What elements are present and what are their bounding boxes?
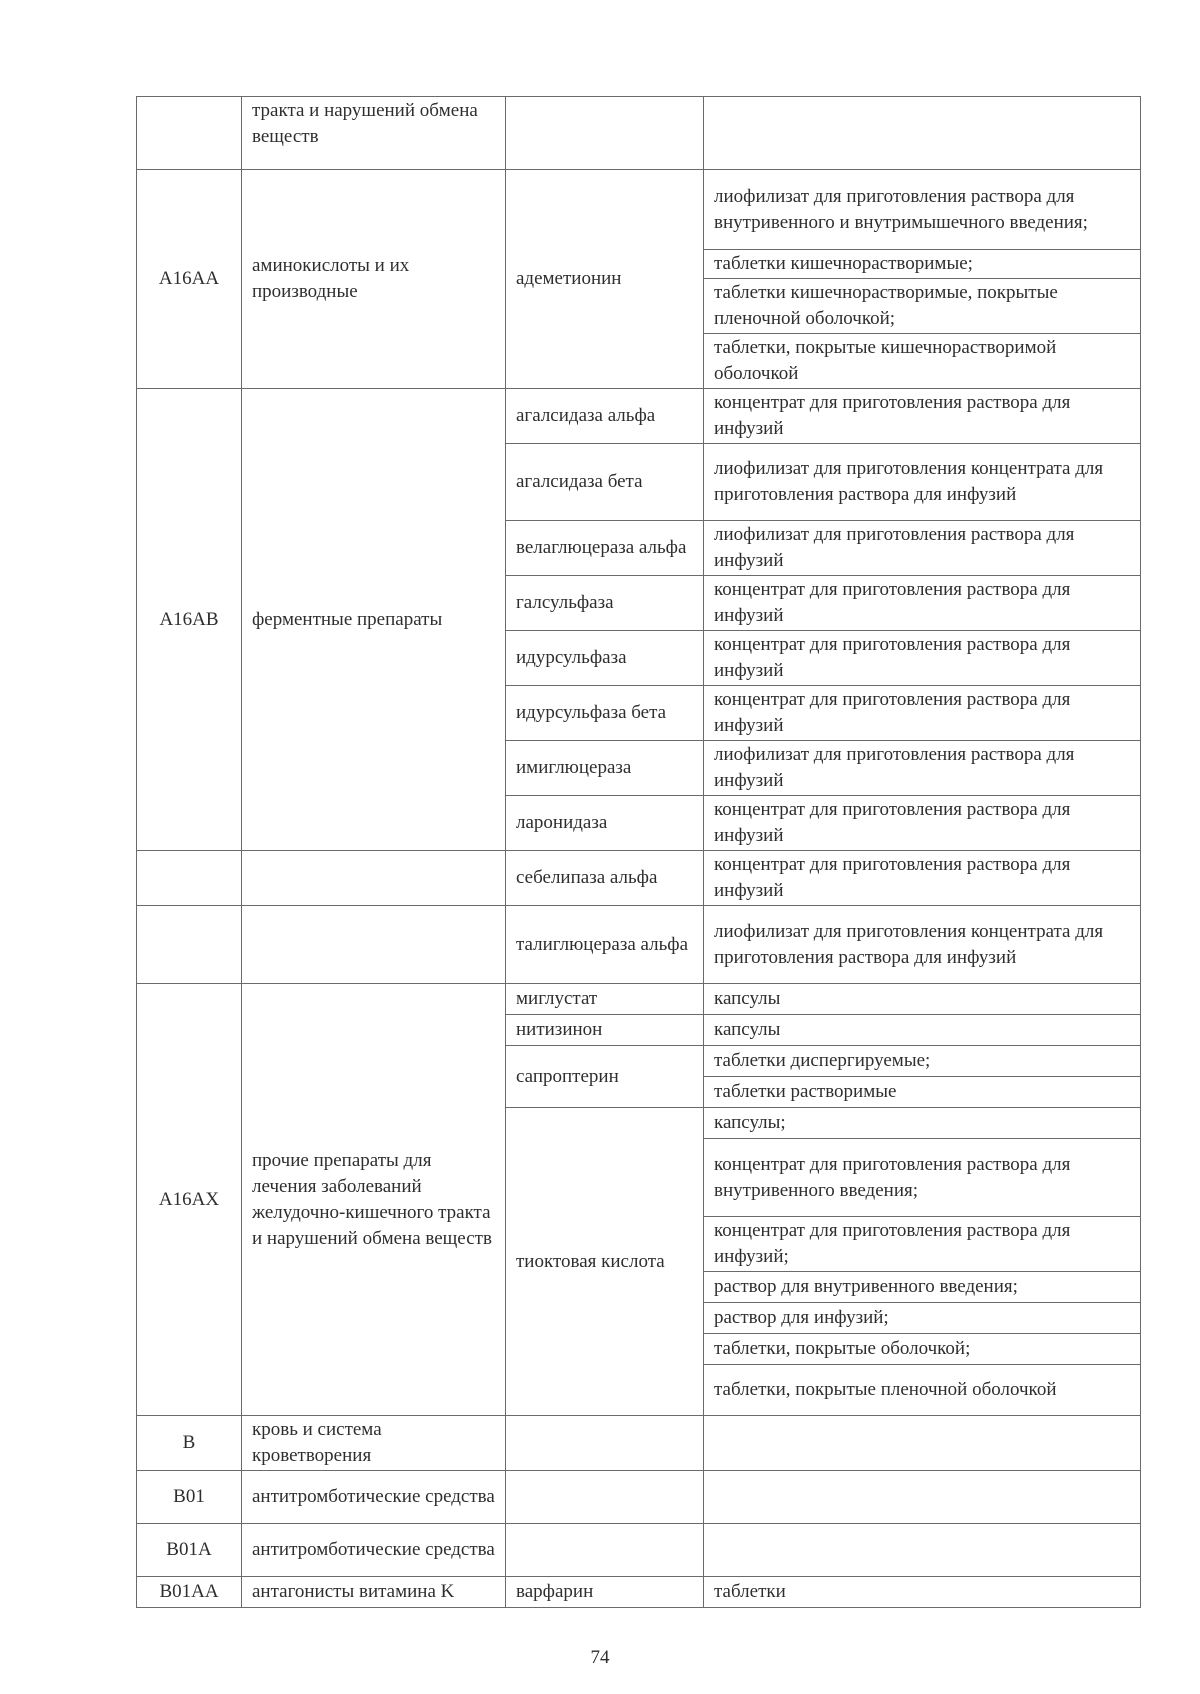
atc-code: B	[137, 1416, 242, 1471]
dosage-form: капсулы;	[704, 1108, 1141, 1139]
table-row	[137, 170, 1141, 250]
drug-name: идурсульфаза бета	[506, 686, 704, 741]
dosage-form	[704, 97, 1141, 170]
drug-name: адеметионин	[506, 170, 704, 389]
drug-name: талиглюцераза альфа	[506, 906, 704, 984]
dosage-form	[704, 1416, 1141, 1471]
drug-name: варфарин	[506, 1577, 704, 1608]
table-row	[137, 851, 1141, 906]
dosage-form: раствор для инфузий;	[704, 1303, 1141, 1334]
atc-code: B01A	[137, 1524, 242, 1577]
drug-name: идурсульфаза	[506, 631, 704, 686]
table-row	[137, 1471, 1141, 1524]
drug-name: сапроптерин	[506, 1046, 704, 1108]
group-name: антитромботические средства	[242, 1524, 506, 1577]
dosage-form: таблетки, покрытые оболочкой;	[704, 1334, 1141, 1365]
table-row	[137, 389, 1141, 444]
drug-name: галсульфаза	[506, 576, 704, 631]
drug-name: агалсидаза альфа	[506, 389, 704, 444]
group-name: кровь и система кроветворения	[242, 1416, 506, 1471]
atc-code: A16AB	[137, 389, 242, 851]
group-name: антагонисты витамина K	[242, 1577, 506, 1608]
dosage-form	[704, 1471, 1141, 1524]
group-name: прочие препараты для лечения заболеваний желудочно-кишечного тракта и нарушений обмена веществ	[242, 984, 506, 1416]
page-number: 74	[590, 1647, 610, 1668]
atc-code	[137, 97, 242, 170]
dosage-form: концентрат для приготовления раствора для инфузий	[704, 389, 1141, 444]
table-row	[137, 906, 1141, 984]
table-row	[137, 1416, 1141, 1471]
drug-name: агалсидаза бета	[506, 444, 704, 521]
dosage-form: лиофилизат для приготовления раствора для инфузий	[704, 521, 1141, 576]
table-row	[137, 97, 1141, 170]
dosage-form: таблетки растворимые	[704, 1077, 1141, 1108]
group-name: аминокислоты и их производные	[242, 170, 506, 389]
group-name: антитромботические средства	[242, 1471, 506, 1524]
group-name: ферментные препараты	[242, 389, 506, 851]
atc-code: A16AA	[137, 170, 242, 389]
drug-table	[136, 96, 1141, 1608]
drug-name	[506, 1471, 704, 1524]
drug-name: тиоктовая кислота	[506, 1108, 704, 1416]
dosage-form: таблетки, покрытые пленочной оболочкой	[704, 1365, 1141, 1416]
drug-name: ларонидаза	[506, 796, 704, 851]
dosage-form: таблетки кишечнорастворимые;	[704, 250, 1141, 279]
dosage-form: концентрат для приготовления раствора для инфузий	[704, 576, 1141, 631]
atc-code: B01AA	[137, 1577, 242, 1608]
table-row	[137, 1524, 1141, 1577]
dosage-form: концентрат для приготовления раствора для инфузий	[704, 631, 1141, 686]
dosage-form: концентрат для приготовления раствора для инфузий;	[704, 1217, 1141, 1272]
group-name: тракта и нарушений обмена веществ	[242, 97, 506, 170]
dosage-form: капсулы	[704, 984, 1141, 1015]
drug-name: миглустат	[506, 984, 704, 1015]
dosage-form	[704, 1524, 1141, 1577]
dosage-form: капсулы	[704, 1015, 1141, 1046]
group-name	[242, 851, 506, 906]
drug-name: нитизинон	[506, 1015, 704, 1046]
dosage-form: лиофилизат для приготовления раствора для внутривенного и внутримышечного введения;	[704, 170, 1141, 250]
drug-name: имиглюцераза	[506, 741, 704, 796]
dosage-form: таблетки кишечнорастворимые, покрытые пленочной оболочкой;	[704, 279, 1141, 334]
dosage-form: раствор для внутривенного введения;	[704, 1272, 1141, 1303]
dosage-form: концентрат для приготовления раствора для инфузий	[704, 796, 1141, 851]
atc-code: A16AX	[137, 984, 242, 1416]
dosage-form: лиофилизат для приготовления концентрата для приготовления раствора для инфузий	[704, 444, 1141, 521]
atc-code	[137, 906, 242, 984]
dosage-form: концентрат для приготовления раствора для инфузий	[704, 851, 1141, 906]
drug-name	[506, 97, 704, 170]
dosage-form: таблетки диспергируемые;	[704, 1046, 1141, 1077]
dosage-form: таблетки	[704, 1577, 1141, 1608]
dosage-form: концентрат для приготовления раствора для внутривенного введения;	[704, 1139, 1141, 1217]
table-row	[137, 1577, 1141, 1608]
drug-name	[506, 1416, 704, 1471]
group-name	[242, 906, 506, 984]
drug-name: велаглюцераза альфа	[506, 521, 704, 576]
dosage-form: лиофилизат для приготовления раствора для инфузий	[704, 741, 1141, 796]
atc-code	[137, 851, 242, 906]
dosage-form: лиофилизат для приготовления концентрата для приготовления раствора для инфузий	[704, 906, 1141, 984]
dosage-form: таблетки, покрытые кишечнорастворимой оболочкой	[704, 334, 1141, 389]
dosage-form: концентрат для приготовления раствора для инфузий	[704, 686, 1141, 741]
drug-name	[506, 1524, 704, 1577]
table-row	[137, 984, 1141, 1015]
atc-code: B01	[137, 1471, 242, 1524]
drug-name: себелипаза альфа	[506, 851, 704, 906]
